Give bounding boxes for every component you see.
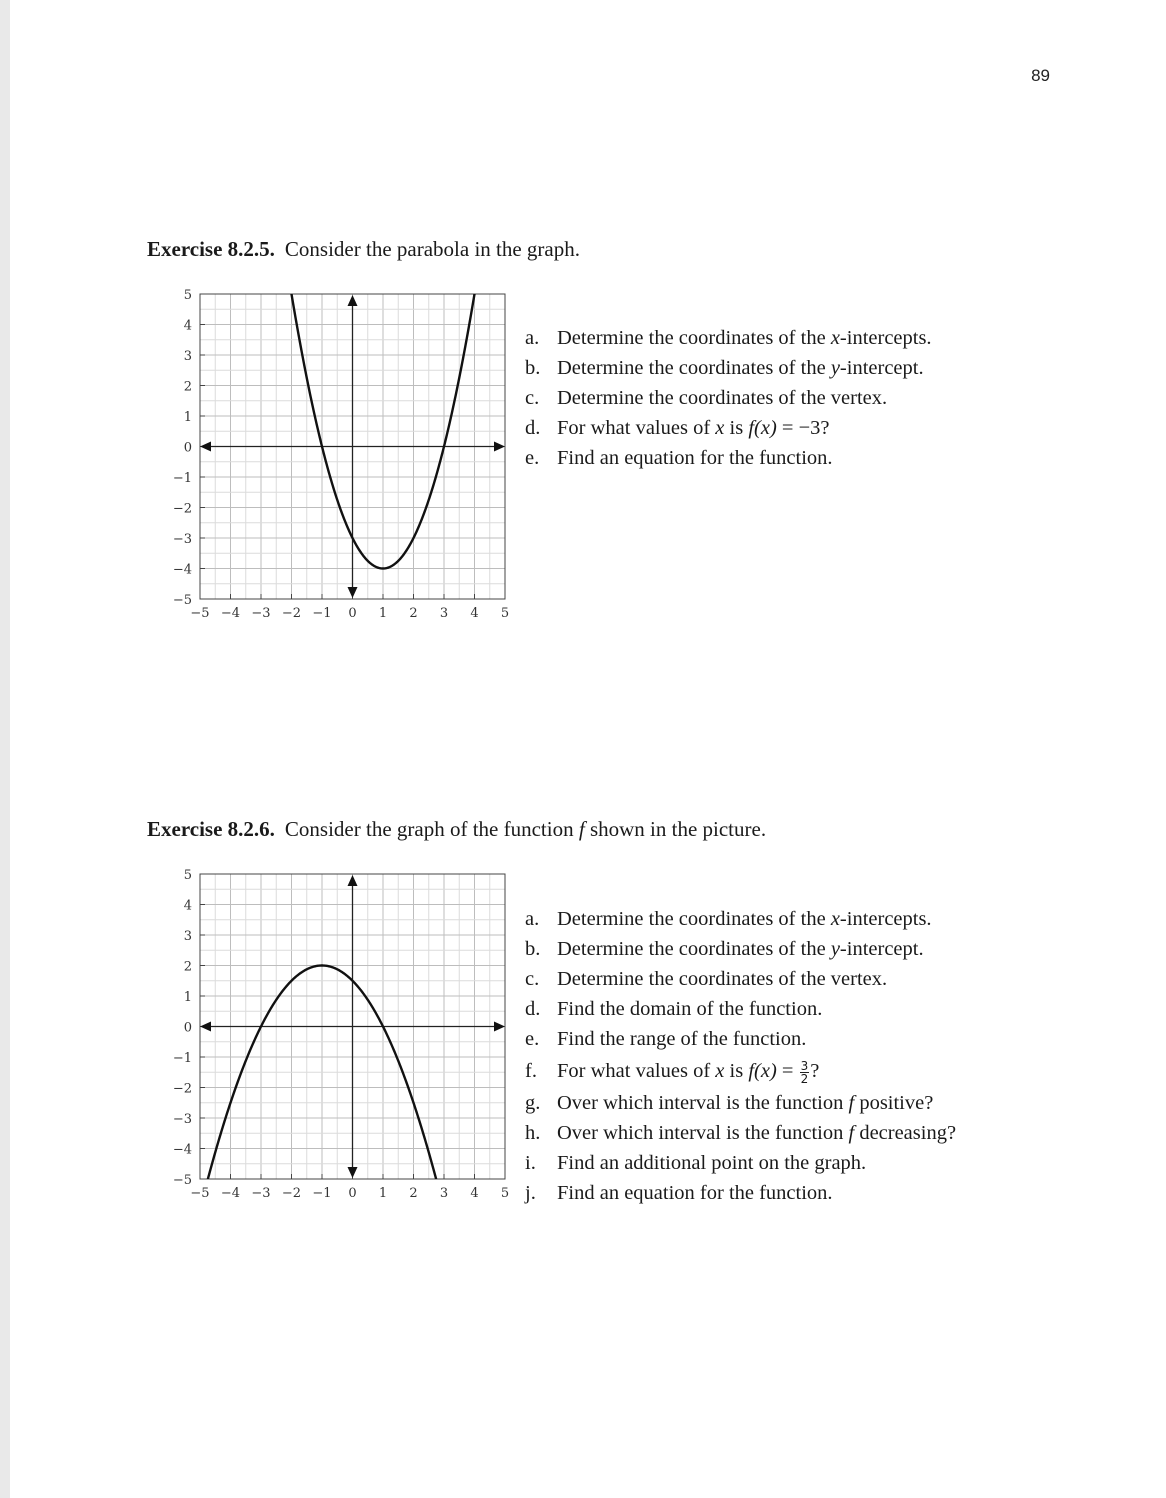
y-tick-label: 2 — [183, 379, 192, 395]
question-text — [557, 413, 830, 443]
x-axis-arrow-left — [200, 442, 211, 452]
y-axis-arrow-up — [348, 295, 358, 306]
question-letter: b. — [525, 938, 541, 960]
graph-2 — [160, 862, 520, 1204]
question-text — [557, 1054, 819, 1088]
exercise-2-questions — [525, 904, 956, 1208]
exercise-1-label: Exercise 8.2.5. — [147, 237, 275, 261]
exercise-1-text: Consider the parabola in the graph. — [284, 237, 580, 261]
x-tick-label: −2 — [281, 1186, 302, 1201]
x-tick-label: −1 — [312, 1186, 332, 1201]
question-pre: Find the range of the function. — [557, 1028, 807, 1050]
question-pre: Find the domain of the function. — [557, 998, 823, 1020]
x-tick-label: 0 — [348, 606, 357, 621]
page-number: 89 — [1031, 66, 1050, 85]
question-text — [557, 1178, 833, 1208]
question-item — [525, 1118, 956, 1148]
question-post: -intercept. — [839, 938, 924, 960]
question-letter: j. — [525, 1182, 536, 1204]
question-item — [525, 323, 932, 353]
question-item — [525, 1024, 956, 1054]
y-tick-label: −4 — [172, 562, 192, 578]
question-letter: a. — [525, 327, 540, 349]
question-letter: i. — [525, 1152, 536, 1174]
question-post: = −3? — [776, 417, 830, 439]
question-item — [525, 904, 956, 934]
question-letter: f. — [525, 1060, 537, 1082]
x-tick-label: 4 — [470, 606, 479, 621]
question-pre: For what values of — [557, 417, 716, 439]
x-tick-label: −2 — [281, 606, 302, 621]
question-item — [525, 1148, 956, 1178]
x-tick-label: −1 — [312, 606, 332, 621]
x-tick-label: 5 — [500, 1186, 510, 1201]
fraction-numerator: 3 — [800, 1058, 809, 1073]
x-tick-label: −4 — [220, 1186, 241, 1201]
y-tick-label: −3 — [172, 1112, 192, 1127]
y-tick-label: 0 — [183, 440, 192, 456]
question-letter: c. — [525, 968, 540, 990]
question-letter: h. — [525, 1122, 541, 1144]
y-tick-label: 4 — [183, 318, 192, 334]
y-tick-label: 5 — [183, 868, 192, 883]
question-pre: Determine the coordinates of the — [557, 327, 831, 349]
exercise-2-text-pre: Consider the graph of the function — [284, 817, 579, 841]
question-post: -intercepts. — [839, 327, 932, 349]
question-var: y — [830, 357, 840, 379]
question-item — [525, 1088, 956, 1118]
y-axis-arrow-down — [348, 1167, 358, 1178]
question-item — [525, 443, 932, 473]
x-tick-label: −5 — [190, 606, 210, 621]
x-axis-arrow-left — [200, 1022, 211, 1032]
graph-1 — [160, 282, 520, 624]
question-pre: Find an equation for the function. — [557, 447, 833, 469]
y-tick-label: −3 — [172, 532, 192, 547]
x-tick-label: 0 — [348, 1186, 357, 1201]
y-tick-label: 4 — [183, 898, 192, 914]
question-item — [525, 353, 932, 383]
x-tick-label: 4 — [470, 1186, 479, 1201]
question-item — [525, 1054, 956, 1088]
question-mid: is — [724, 1060, 749, 1082]
question-expr: f(x) — [748, 417, 777, 439]
question-pre: For what values of — [557, 1060, 716, 1082]
question-text — [557, 383, 887, 413]
question-letter: e. — [525, 447, 540, 469]
y-tick-label: −1 — [172, 471, 192, 486]
y-tick-label: 3 — [183, 349, 192, 364]
question-text — [557, 1118, 956, 1148]
exercise-2-text-var: f — [578, 817, 585, 841]
question-post: = — [776, 1060, 799, 1082]
x-axis-arrow-right — [494, 442, 505, 452]
question-post: decreasing? — [854, 1122, 957, 1144]
y-tick-label: −2 — [172, 501, 192, 517]
question-item — [525, 964, 956, 994]
exercise-1-heading — [147, 237, 580, 262]
x-tick-label: 2 — [409, 1186, 418, 1201]
y-tick-label: 1 — [183, 410, 192, 425]
y-tick-label: 1 — [183, 990, 192, 1005]
question-text — [557, 904, 932, 934]
question-pre: Determine the coordinates of the — [557, 357, 831, 379]
x-tick-label: −5 — [190, 1186, 210, 1201]
question-letter: c. — [525, 387, 540, 409]
exercise-2-label: Exercise 8.2.6. — [147, 817, 275, 841]
question-var: f — [848, 1122, 855, 1144]
question-pre: Determine the coordinates of the vertex. — [557, 387, 888, 409]
question-mid: is — [724, 417, 749, 439]
x-tick-label: −3 — [251, 1186, 271, 1201]
question-item — [525, 934, 956, 964]
question-item — [525, 413, 932, 443]
question-var: x — [830, 908, 840, 930]
question-text — [557, 934, 924, 964]
question-post: -intercept. — [839, 357, 924, 379]
y-tick-label: −5 — [172, 1173, 192, 1188]
y-axis-arrow-down — [348, 587, 358, 598]
x-tick-label: 1 — [378, 1186, 388, 1201]
x-axis-arrow-right — [494, 1022, 505, 1032]
x-tick-label: 1 — [378, 606, 388, 621]
question-item — [525, 1178, 956, 1208]
y-tick-label: −4 — [172, 1142, 192, 1158]
question-var: x — [830, 327, 840, 349]
fraction-denominator: 2 — [800, 1071, 809, 1086]
y-tick-label: −1 — [172, 1051, 192, 1066]
question-text — [557, 1148, 866, 1178]
question-text — [557, 323, 932, 353]
question-letter: e. — [525, 1028, 540, 1050]
exercise-2-text-post: shown in the picture. — [584, 817, 767, 841]
question-pre: Find an additional point on the graph. — [557, 1152, 867, 1174]
question-pre: Determine the coordinates of the — [557, 938, 831, 960]
y-axis-arrow-up — [348, 875, 358, 886]
question-letter: b. — [525, 357, 541, 379]
question-var: y — [830, 938, 840, 960]
question-item — [525, 383, 932, 413]
question-pre: Over which interval is the function — [557, 1092, 849, 1114]
x-tick-label: −3 — [251, 606, 271, 621]
question-text — [557, 353, 924, 383]
question-post: -intercepts. — [839, 908, 932, 930]
question-var: f — [848, 1092, 855, 1114]
question-end: ? — [810, 1060, 820, 1082]
exercise-2-heading — [147, 817, 766, 842]
fraction — [800, 1060, 810, 1085]
question-post: positive? — [854, 1092, 934, 1114]
x-tick-label: −4 — [220, 606, 241, 621]
page — [10, 0, 1166, 1498]
question-text — [557, 964, 887, 994]
question-expr: f(x) — [748, 1060, 777, 1082]
y-tick-label: −5 — [172, 593, 192, 608]
question-text — [557, 994, 822, 1024]
y-tick-label: 5 — [183, 288, 192, 303]
y-tick-label: 2 — [183, 959, 192, 975]
question-text — [557, 1088, 933, 1118]
x-tick-label: 3 — [439, 606, 449, 621]
question-letter: d. — [525, 417, 541, 439]
x-tick-label: 5 — [500, 606, 510, 621]
question-var: x — [715, 417, 725, 439]
question-pre: Determine the coordinates of the — [557, 908, 831, 930]
y-tick-label: 0 — [183, 1020, 192, 1036]
question-pre: Find an equation for the function. — [557, 1182, 833, 1204]
x-tick-label: 3 — [439, 1186, 449, 1201]
question-item — [525, 994, 956, 1024]
y-tick-label: 3 — [183, 929, 192, 944]
question-pre: Determine the coordinates of the vertex. — [557, 968, 888, 990]
question-letter: d. — [525, 998, 541, 1020]
x-tick-label: 2 — [409, 606, 418, 621]
question-letter: a. — [525, 908, 540, 930]
question-var: x — [715, 1060, 725, 1082]
question-text — [557, 1024, 806, 1054]
question-pre: Over which interval is the function — [557, 1122, 849, 1144]
y-tick-label: −2 — [172, 1081, 192, 1097]
question-letter: g. — [525, 1092, 541, 1114]
exercise-1-questions — [525, 323, 932, 473]
question-text — [557, 443, 833, 473]
